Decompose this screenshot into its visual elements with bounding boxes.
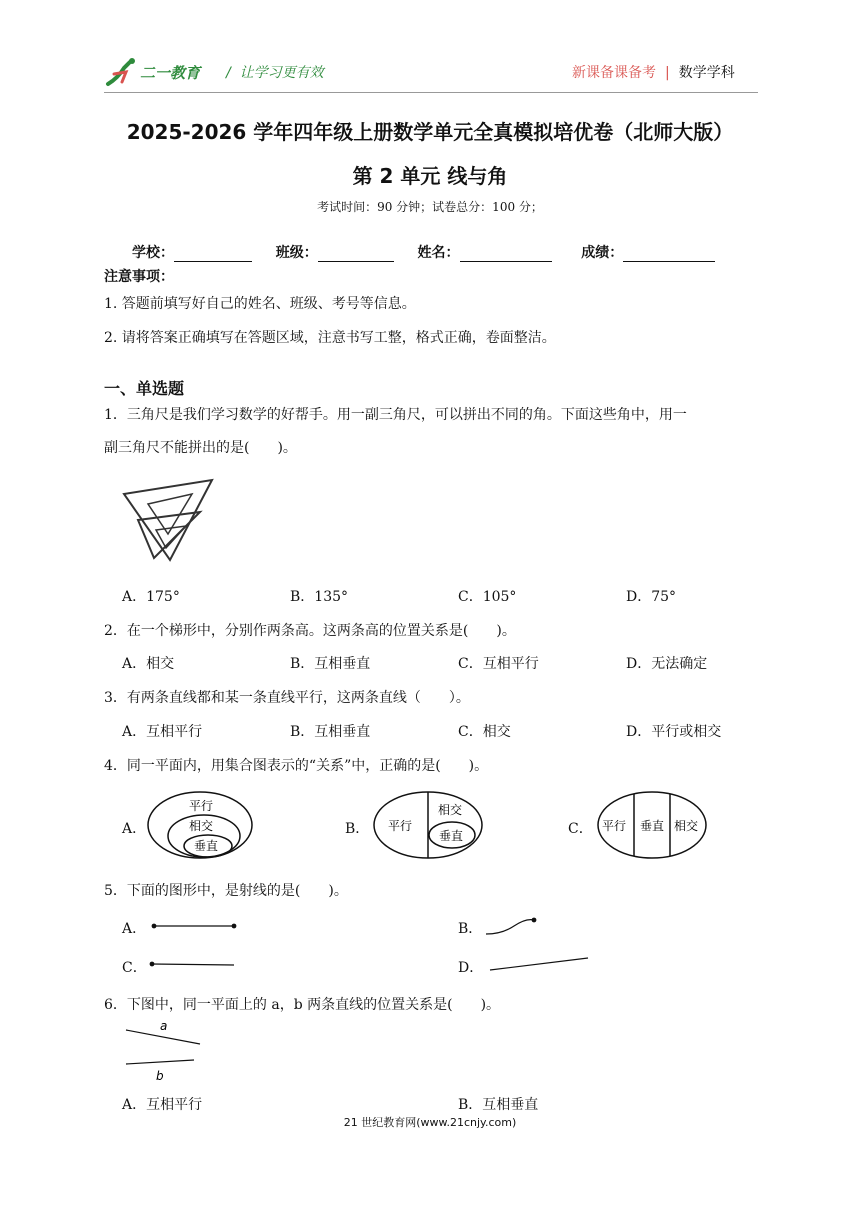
header-slogan [226, 62, 324, 82]
q4-option-a[interactable]: A． [122, 821, 147, 837]
venn-diagram-a [146, 790, 254, 860]
label-intersect: 相交 [674, 819, 699, 833]
figure-ray [146, 958, 238, 970]
q4-option-c[interactable]: C． [568, 821, 593, 837]
q5-option-a[interactable]: A． [122, 921, 147, 937]
q5-option-c[interactable]: C． [122, 960, 147, 976]
note-item: 2. 请将答案正确填写在答题区域，注意书写工整，格式正确，卷面整洁。 [104, 330, 556, 346]
q4-option-b[interactable]: B． [345, 821, 370, 837]
venn-diagram-c [596, 790, 708, 860]
q3-option-d[interactable]: D．平行或相交 [626, 724, 722, 740]
notes-heading: 注意事项： [104, 269, 174, 285]
label-parallel: 平行 [602, 819, 627, 833]
student-fields [132, 242, 715, 262]
q5-option-d[interactable]: D． [458, 960, 484, 976]
page-footer: 21 世纪教育网(www.21cnjy.com) [343, 1116, 517, 1129]
logo-text: 二一教育 [140, 64, 201, 82]
runner-icon [108, 58, 135, 84]
label-parallel: 平行 [388, 819, 413, 833]
question-4-text: 4．同一平面内，用集合图表示的“关系”中，正确的是( )。 [104, 758, 489, 774]
line-a-label: a [160, 1019, 168, 1033]
label-perpendicular: 垂直 [194, 839, 219, 853]
q2-option-b[interactable]: B．互相垂直 [290, 656, 371, 672]
header-divider [104, 92, 758, 93]
figure-line [486, 954, 592, 974]
header-subject: 数学学科 [678, 65, 735, 81]
header-label: 新课备课备考 [572, 65, 656, 81]
figure-curve [484, 912, 540, 938]
field-school-label: 学校： [132, 245, 174, 261]
logo [104, 56, 224, 88]
page-title: 2025-2026 学年四年级上册数学单元全真模拟培优卷（北师大版） [126, 120, 734, 144]
q1-option-b[interactable]: B．135° [290, 589, 349, 605]
label-intersect: 相交 [189, 819, 214, 833]
label-intersect: 相交 [438, 803, 463, 817]
question-5-text: 5．下面的图形中，是射线的是( )。 [104, 883, 348, 899]
field-class-blank[interactable] [318, 247, 394, 262]
lines-ab-figure [120, 1018, 210, 1082]
q3-option-b[interactable]: B．互相垂直 [290, 724, 371, 740]
q2-option-a[interactable]: A．相交 [122, 656, 175, 672]
label-perpendicular: 垂直 [640, 819, 665, 833]
field-school-blank[interactable] [174, 247, 252, 262]
label-perpendicular: 垂直 [439, 829, 464, 843]
header-separator: | [665, 65, 670, 81]
exam-info: 考试时间：90 分钟；试卷总分：100 分； [317, 200, 543, 214]
field-class-label: 班级： [275, 245, 318, 261]
slogan-text: 让学习更有效 [239, 65, 324, 81]
label-parallel: 平行 [189, 799, 214, 813]
page-subtitle: 第 2 单元 线与角 [352, 164, 508, 188]
venn-diagram-b [372, 790, 484, 860]
question-2-text: 2．在一个梯形中，分别作两条高。这两条高的位置关系是( )。 [104, 623, 516, 639]
q1-option-a[interactable]: A．175° [122, 589, 180, 605]
q5-option-b[interactable]: B． [458, 921, 483, 937]
q2-option-c[interactable]: C．互相平行 [458, 656, 539, 672]
field-name-label: 姓名： [417, 245, 460, 261]
question-3-text: 3．有两条直线都和某一条直线平行，这两条直线（ ）。 [104, 690, 470, 706]
question-6-text: 6．下图中，同一平面上的 a，b 两条直线的位置关系是( )。 [104, 997, 501, 1013]
field-score-label: 成绩： [581, 245, 624, 261]
q6-option-a[interactable]: A．互相平行 [122, 1097, 203, 1113]
q1-option-d[interactable]: D．75° [626, 589, 677, 605]
slogan-separator: / [226, 65, 231, 81]
triangle-rulers-figure [120, 474, 220, 566]
section-heading: 一、单选题 [104, 379, 185, 398]
line-b-label: b [156, 1069, 164, 1082]
q2-option-d[interactable]: D．无法确定 [626, 656, 708, 672]
field-name-blank[interactable] [460, 247, 552, 262]
note-item: 1. 答题前填写好自己的姓名、班级、考号等信息。 [104, 296, 416, 312]
question-1-text-cont: 副三角尺不能拼出的是( )。 [104, 440, 297, 456]
question-1-text: 1．三角尺是我们学习数学的好帮手。用一副三角尺，可以拼出不同的角。下面这些角中，用一 [104, 407, 687, 423]
q1-option-c[interactable]: C．105° [458, 589, 517, 605]
q3-option-a[interactable]: A．互相平行 [122, 724, 203, 740]
header-right [572, 62, 735, 82]
figure-segment [148, 920, 240, 932]
field-score-blank[interactable] [623, 247, 715, 262]
q3-option-c[interactable]: C．相交 [458, 724, 511, 740]
q6-option-b[interactable]: B．互相垂直 [458, 1097, 539, 1113]
